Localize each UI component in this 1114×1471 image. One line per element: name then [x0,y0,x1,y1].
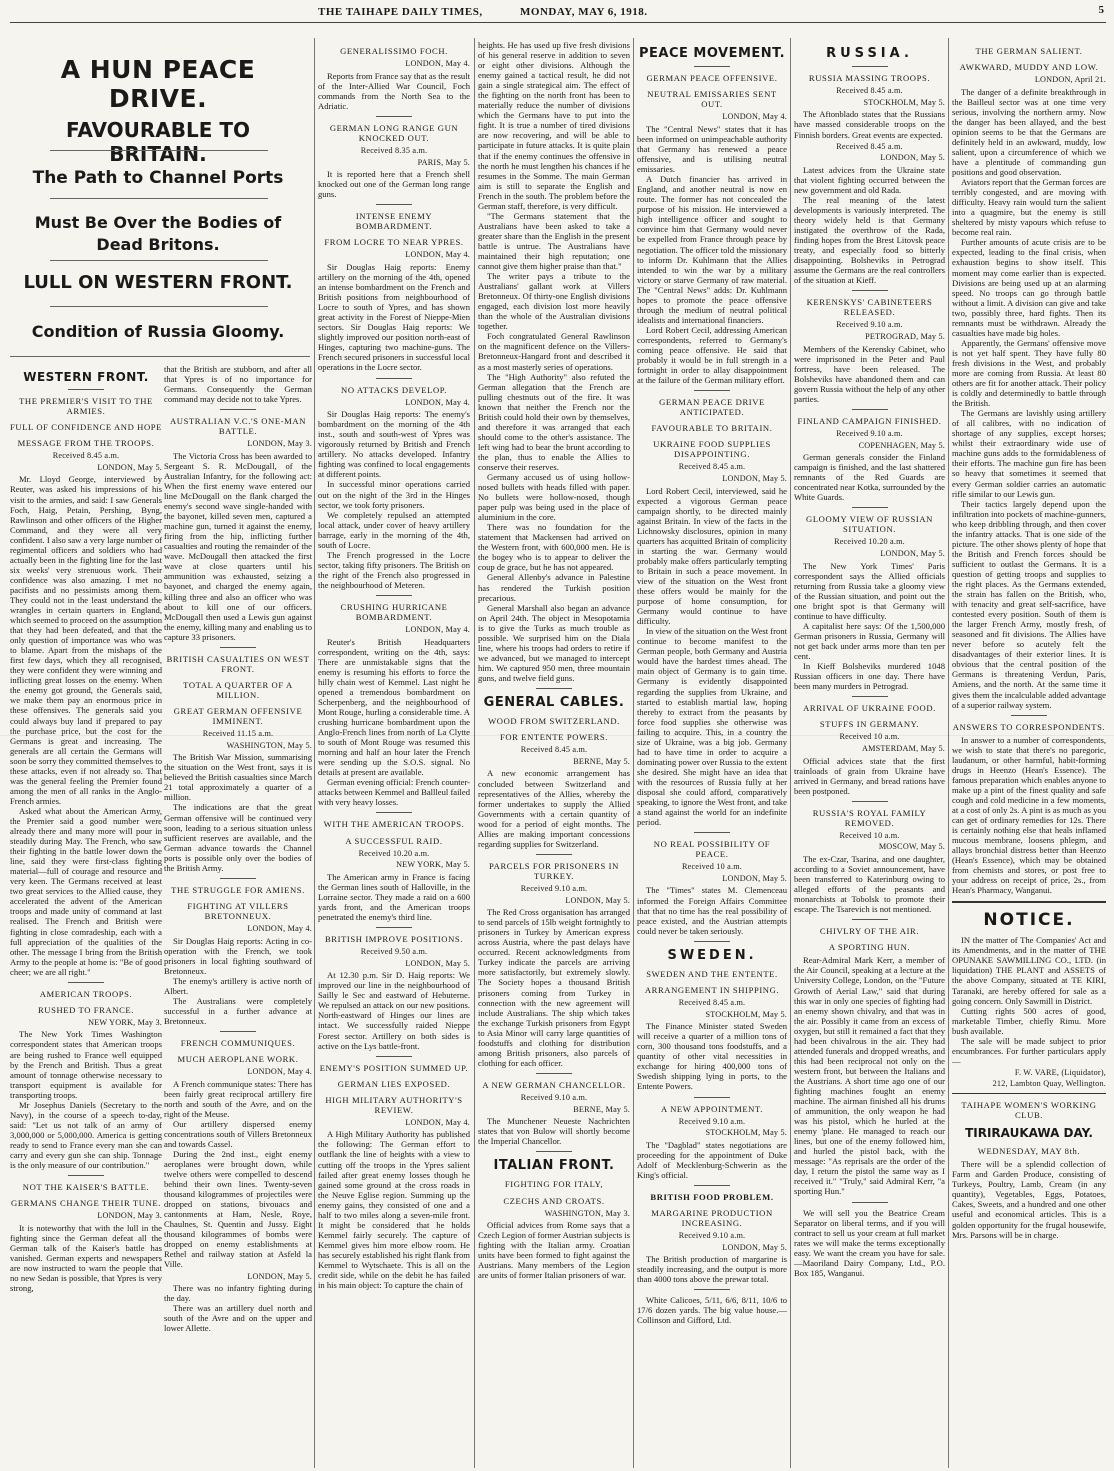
dateline: BERNE, May 5. [573,1104,630,1114]
article-text: Apparently, the Germans' offensive move is not yet half spent. They have fully 80 fresh divisions in the West, and probably more are coming from Russia. At least 80 others are fit for another attack. Their policy is coldly and determinedly to battle through the British. [952,337,1106,409]
article-text: A High Military Authority has published the following: The German effort to outflank the line of heights with a view to cutting off the troops in the Ypres salient failed after great enemy losses though he gained some ground at the cross roads in the Neuve Eglise region. Summing up the enemy gains, they consisted of one and a half to two miles along a seven-mile front. It might be considered that he holds Kemmel fairly securely. The capture of Kemmel gives him more elbow room. He has securely established his right flank from Kemmel to Wytschaete. This is all on the credit side, while on the debit he has failed in his main object: To capture the chain of [318,1129,470,1291]
article-heading: NO REAL POSSIBILITY OF PEACE. [653,839,771,860]
dateline: LONDON, May 4. [722,112,787,122]
article-heading: WOOD FROM SWITZERLAND. [488,716,620,727]
article-text: Rear-Admiral Mark Kerr, a member of the Air Council, speaking at a lecture at the University College, London, on the "Future Growth of Aerial Law," said that during this war in only one species of fighting had an enemy shown chivalry, and that was in the air. Possibly it came from an excess of oxygen, but still it remained a fact that they had been chivalrous in the air. They had attended funerals and dropped wreaths, and this had been reciprocal not only on the western front, but between the Italians and the Austrians. A short time ago one of our fighting machines fought an enemy machine. The airman finished all his drums of ammunition, the only weapon he had was his pistol, which he hurled at the enemy 'plane. He managed to reach our lines, but one of the enemy followed him, and hurled the pistol back, with the message: "As reprisals are the order of the day, I return the pistol the same way as I received it." "Truly," said Admiral Kerr, "a sporting Hun." [794,955,945,1197]
article-text: heights. He has used up five fresh divisions of his general reserve in addition to seven or eight other divisions. Although the enemy gained a tactical result, he did not gain a single strategical aim. The effect of the fighting on the north front has been to materially reduce the number of divisions which the Germans have to put into the fight. It is true a number of tired divisions are now recovering, and will be able to participate in future attacks. It is quite plain that if the enemy continues the offensive in the north he must lengthen his chances if he resumes in the Somme. The main German aim is still to separate the English and French in the south. The problem before the German staff, therefore, is very difficult. [478,40,630,211]
dateline: LONDON, May 4. [405,59,470,69]
article-text: Reuter's British Headquarters correspondent, writing on the 4th, says: There are unmistakable signs that the enemy is resuming his efforts to force the hilly chain west of Kemmel. Last night he opened a tremendous bombardment on Scherpenberg, and the neighbourhood of Mont Rouge, hurling a considerable time. A crushing hurricane bombardment upon the Anglo-French lines from north of La Clytte to south of Mont Rouge was resumed this morning and half an hour later the French were sending up the S.O.S. signal. No details at present are available. [318,636,470,778]
article-text: At 12.30 p.m. Sir D. Haig reports: We improved our line in the neighbourhood of Sailly le Sec and eastward of Hebuterne. We repulsed an attack on our new positions. North-eastward of Hinges our lines are intact. We successfully raided Nieppe Forest sector. Artillery on both sides is active on the Lys battle-front. [318,970,470,1051]
column-rule [790,38,791,1468]
article-text: The Munchener Neueste Nachrichten states that von Bulow will shortly become the Imperial Chancellor. [478,1116,630,1147]
article-heading: GLOOMY VIEW OF RUSSIAN SITUATION. [806,514,933,535]
column-rule [314,38,315,1468]
divider [1011,715,1047,716]
article-text: In answer to a number of correspondents, we wish to state that there's no paregoric, laudanum, or other harmful, habit-forming drugs in Heenzo (Hean's Essence). The famous preparation which enables anyone to make up a pint of the finest quality and safe cough and cold medicine in a few moments, at a cost of only 2s. A pint is as much as you can get of ordinary remedies for 12s. There is certainly nothing else that heals inflamed mucous membrane, loosens phlegm, and allays bronchial distress better than Heenzo (Hean's Essence), which may be obtained from chemists and stores, or post free to your address on receipt of price, 2s., from Hean's Pharmacy, Wanganui. [952,734,1106,896]
article-heading: ENEMY'S POSITION SUMMED UP. [319,1062,469,1073]
article-subheading: GERMANS CHANGE THEIR TUNE. [11,1198,161,1209]
article-text: Asked what about the American Army, the Premier said a good number were already there and many more will pour in steadily during May. The French, who saw their fighting in the battle lower down the line, said they were first-class fighting material—full of courage and resource and very keen. The Germans received at least two great services to the Allied cause, they accelerated the advent of the American troops and made unity of command at last realised. The French and British were fighting in close comradeship, each with a full appreciation of the qualities of the other. The message I bring from the British Army to the people at home is: "Be of good cheer; we are all right." [10,805,162,977]
column-5 [637,40,787,1468]
dateline: STOCKHOLM, May 5. [705,1128,787,1138]
notice-rule [952,1093,1106,1094]
article-text: The writer pays a tribute to the Australians' gallant work at Villers Bretonneux. Of thirty-one English divisions engaged, each division lost more heavily than the whole of the Australian divisions together. [478,271,630,332]
divider [694,941,730,942]
article-heading: INTENSE ENEMY BOMBARDMENT. [355,211,433,232]
lede-subhead: FAVOURABLE TO BRITAIN. [66,118,250,166]
lede-rule [50,150,268,151]
section-heading: RUSSIA. [826,46,913,61]
article-text: Sir Douglas Haig reports: Acting in co-operation with the French, we took prisoners in local fighting southward of Bretonneux. [164,935,312,976]
dateline: NEW YORK, May 3. [88,1017,162,1027]
divider [376,927,412,928]
article-text: The "Dagblad" states negotiations are proceeding for the appointment of Duke Adolf of Mecklenburg-Schwerin as the King's official. [637,1139,787,1180]
dateline: LONDON, May 5. [880,153,945,163]
article-heading: NO ATTACKS DEVELOP. [341,384,447,395]
article-subheading: FIGHTING AT VILLERS BRETONNEUX. [187,900,289,921]
article-subheading: MARGARINE PRODUCTION INCREASING. [651,1207,773,1229]
article-text: The "Times" states M. Clemenceau informed the Foreign Affairs Committee that that no time has the real possibility of peace existed, and the Austrian attempts could never be taken seriously. [637,885,787,936]
article-heading: FINLAND CAMPAIGN FINISHED. [797,415,942,426]
received-time: Received 8.45 a.m. [520,745,588,755]
divider [220,647,256,648]
article-text: The "Central News" states that it has been informed on unimpeachable authority that Germany has renewed a peace offensive, and is utilising neutral emissaries. [637,123,787,175]
received-time: Received 10 a.m. [839,830,900,840]
article-text: It is reported here that a French shell knocked out one of the German long range guns. [318,169,470,200]
article-heading: THE GERMAN SALIENT. [975,46,1083,56]
article-text: There was no infantry fighting during the day. [164,1283,312,1304]
article-text: Foch congratulated General Rawlinson on the magnificent defence on the Villers-Bretonneux-Hangard front and described it as a most masterly series of operations. [478,331,630,372]
lede-rule [50,260,268,261]
received-time: Received 8.45 a.m. [52,451,120,461]
article-heading: KERENSKYS' CABINETEERS RELEASED. [806,297,933,318]
article-heading: SWEDEN AND THE ENTENTE. [646,968,778,979]
dateline: NEW YORK, May 5. [396,860,470,870]
dateline: LONDON, May 5. [722,1242,787,1252]
article-subheading: A SPORTING HUN. [828,942,911,953]
article-text: Official advices from Rome says that a Czech Legion of former Austrian subjects is fighting with the Italian army. Croatian units have been formed to fight against the Austrians. Many members of the Legion are units of former Italian prisoners of war. [478,1220,630,1281]
article-subheading: GERMAN LIES EXPOSED. [337,1078,451,1089]
divider [536,1073,572,1074]
article-subheading: FROM LOCRE TO NEAR YPRES. [324,237,464,248]
section-heading: SWEDEN. [667,947,757,963]
article-text: There was no foundation for the statement that Mackensen had arrived on the Western front, with 600,000 men. He is the bogey who is to appear to deliver the coup de grace, but he has not appeared. [478,522,630,573]
received-time: Received 8.45 a.m. [836,86,903,96]
notice-text: IN the matter of The Companies' Act and its Amendments, and in the matter of THE OPUNAKE SAWMILLING CO., LTD. (in liquidation) THE PLANT and ASSETS of the above Company, situated at TE KIRI, Taranaki, are hereby offered for sale as a going concern. Only Sawmill in District. [952,935,1106,1006]
column-3 [318,40,470,1468]
article-text: Mr Josephus Daniels (Secretary to the Navy), in the course of a speech to-day, said: "Let us not talk of an army of 3,000,000 or 5,000,000. America is getting ready to send to France every man she can carry and every gun she can ship. Tonnage is the only measure of our contribution." [10,1099,162,1171]
dateline: LONDON, May 3. [97,1211,162,1221]
received-time: Received 8.45 a.m. [678,997,746,1007]
article-heading: BRITISH FOOD PROBLEM. [650,1191,774,1202]
article-text: Sir Douglas Haig reports: The enemy's bombardment on the morning of the 4th inst., south and south-west of Ypres was vigorously returned by British and French artillery. No attacks developed. Infantry fighting was confined to local engagements at different points. [318,409,470,480]
received-time: Received 10.20 a.m. [358,848,430,858]
dateline: LONDON, May 5. [247,1271,312,1281]
event-title: TIRIRAUKAWA DAY. [965,1126,1093,1141]
article-subheading: FOR ENTENTE POWERS. [499,732,609,743]
article-text: The Aftonblado states that the Russians have massed considerable troops on the Finnish borders. Great events are expected. [794,109,945,140]
article-subheading: MUCH AEROPLANE WORK. [177,1054,299,1064]
article-subheading: STUFFS IN GERMANY. [819,719,920,730]
received-time: Received 8.45 a.m. [678,462,746,472]
dateline: LONDON, May 5. [97,462,162,472]
lede-subhead: Must Be Over the Bodies of Dead Britons. [34,213,282,255]
article-heading: CRUSHING HURRICANE BOMBARDMENT. [340,601,448,623]
article-text: The Finance Minister stated Sweden will receive a quarter of a million tons of corn, 300 thousand tons foodstuffs, and a quantity of other vital necessities in exchange for hiring 400,000 tons of Swedish shipping lying in ports, to the Entente Powers. [637,1021,787,1092]
article-heading: RUSSIA MASSING TROOPS. [808,73,931,84]
article-subheading: UKRAINE FOOD SUPPLIES DISAPPOINTING. [653,439,771,460]
article-text: Latest advices from the Ukraine state that violent fighting occurred between the new government and old Rada. [794,164,945,195]
dateline: STOCKHOLM, May 5. [705,1009,787,1019]
article-subheading: MESSAGE FROM THE TROOPS. [17,438,155,449]
dateline: LONDON, May 5. [405,958,470,968]
article-text: A Dutch financier has arrived in England, and another neutral is now en route. The former has not concealed the purpose of his mission. He interviewed a high intelligence officer and sought to convince him that Germany would never be expelled from France through peace by negotiation. The officer told the missionary to inform Dr. Kuhlmann that the Allies intended to win the war by a military victory or starve Germany of raw material. The "Central News" adds: Dr. Kuhlmann hopes to promote the peace offensive through the medium of neutral political idealists and international financiers. [637,174,787,325]
section-heading: GENERAL CABLES. [483,695,625,710]
article-text: The American army in France is facing the German lines south of Halloville, in the Lorraine sector. They made a raid on a 600 yards front, and the American troops penetrated the enemy's third line. [318,871,470,922]
dateline: LONDON, April 21. [1034,75,1106,85]
column-rule [948,38,949,1468]
article-text: A French communique states: There has been fairly great reciprocal artillery fire north and south of the Avre, and on the right of the Meuse. [164,1078,312,1119]
dateline: LONDON, May 5. [722,873,787,883]
dateline: AMSTERDAM, May 5. [861,743,945,753]
dateline: LONDON, May 5. [880,549,945,559]
divider [376,1056,412,1057]
article-heading: NOT THE KAISER'S BATTLE. [22,1182,150,1193]
received-time: Received 10 a.m. [839,732,900,742]
divider [376,116,412,117]
article-text: Lord Robert Cecil, interviewed, said he expected a vigorous German peace campaign shortly, to be directed mainly against Britain. In view of the facts in the Lichnowsky disclosures, opinion in many quarters has acquitted Britain of complicity in starting the war. Germany would probably make offers particularly tempting to Britain in such a peace movement. In view of the situation on the West front these offers would be mainly for the purpose of home consumption, for Germany would continue to have difficulty. [637,485,787,627]
article-text: The real meaning of the latest developments is variously interpreted. The theory widely held is that Germany instigated the overthrow of the Rada, finding hopes from the Brest Litovsk peace treaty, and especially food so bitterly disappointing. Bolsheviks in Petrograd assume the Germans are the real controllers of the situation at Kieff. [794,194,945,286]
article-text: A new economic arrangement has concluded between Switzerland and representatives of the Allies, whereby the former undertakes to supply the Allied Governments with a certain quantity of wood for a period of eight months. The Allies are making important concessions regarding supplies for Switzerland. [478,768,630,849]
notice-address: 212, Lambton Quay, Wellington. [992,1079,1106,1089]
dateline: LONDON, May 4. [405,397,470,407]
column-2 [164,364,312,1468]
divider [220,1031,256,1032]
divider [376,378,412,379]
article-subheading: FULL OF CONFIDENCE AND HOPE [10,422,162,433]
article-heading: PARCELS FOR PRISONERS IN TURKEY. [489,860,619,881]
article-text: Our artillery dispersed enemy concentrations south of Villers Bretonneux and towards Cassel. [164,1118,312,1149]
article-text: The French progressed in the Locre sector, taking fifty prisoners. The British on the right of the French also progressed in the neighbourhood of Meteren. [318,549,470,590]
received-time: Received 8.45 a.m. [836,141,903,151]
dateline: BERNE, May 5. [573,756,630,766]
article-heading: WITH THE AMERICAN TROOPS. [323,819,465,830]
article-text: Official advices state that the first trainloads of grain from Ukraine have arrived in Germany, and bread rations have been postponed. [794,755,945,796]
event-text: There will be a splendid collection of Farm and Garden Produce, consisting of Turkeys, Poultry, Lamb, Cream (in any quantity), Vegetables, Eggs, Potatoes, Cakes, Sweets, and a hundred and one other useful and economical articles. This is a golden opportunity for the frugal housewife, Mrs. Parsons will be in charge. [952,1159,1106,1240]
article-text: Germany accused us of using hollow-nosed bullets with heads filled with paper. No bullets were hollow-nosed, though paper pulp was being used in the place of aluminium in the core. [478,472,630,523]
section-heading: PEACE MOVEMENT. [638,46,786,61]
received-time: Received 10 a.m. [681,862,743,872]
dateline: LONDON, May 5. [722,473,787,483]
article-text: Sir Douglas Haig reports: Enemy artillery on the morning of the 4th, opened an intense bombardment on the French and British positions from neighbourhood of Locre to south of Ypres, and has shown great activity in the Forest of Nieppe-Mien sectors. Sir Douglas Haig reports: We slightly improved our position north-east of Hinges, capturing two machine-guns. The French secured prisoners in successful local operations in the Locre sector. [318,261,470,373]
divider [694,1097,730,1098]
divider [852,1202,888,1203]
dateline: LONDON, May 5. [565,895,630,905]
lede-subhead: LULL ON WESTERN FRONT. [23,272,293,293]
article-subheading: TOTAL A QUARTER OF A MILLION. [183,679,293,700]
divider [852,919,888,920]
dateline: LONDON, May 4. [405,1117,470,1127]
article-text: The New York Times' Paris correspondent says the Allied officials returning from Russia take a gloomy view of the Russian situation, and point out the one bright spot is that Germany will continue to have difficulty. [794,560,945,621]
article-text: The Australians were completely successful in a further advance at Bretonneux. [164,995,312,1026]
article-heading: ANSWERS TO CORRESPONDENTS. [952,721,1106,732]
column-4 [478,40,630,1468]
lede-rule [10,356,310,357]
article-text: Members of the Kerensky Cabinet, who were imprisoned in the Peter and Paul fortress, have been released. The Bolsheviks have abandoned them and can govern Russia without the help of any other parties. [794,343,945,404]
divider [376,204,412,205]
article-heading: AMERICAN TROOPS. [39,988,133,999]
article-heading: GERMAN PEACE OFFENSIVE. [646,73,778,84]
lede-rule [50,198,268,199]
article-text: The danger of a definite breakthrough in the Bailleul sector was at one time very serious, involving the northern army. Now the danger has been allayed, and the best opinion seems to be that the Germans are definitely held in an awkward, muddy, low salient, upon a circumference of which we have a plentitude of commanding gun positions and good observation. [952,86,1106,178]
article-heading: FIGHTING FOR ITALY, [504,1179,604,1190]
divider [536,854,572,855]
divider [694,1185,730,1186]
masthead [0,0,1114,20]
article-text: German evening official: French counter-attacks between Kemmel and Ballleul failed with very heavy losses. [318,777,470,808]
article-text: We completely repulsed an attempted local attack, under cover of heavy artillery barrage, early in the morning of the 4th, south of Locre. [318,509,470,550]
received-time: Received 9.10 a.m. [678,1116,746,1126]
dateline: LONDON, May 3. [247,439,312,449]
article-heading: THE STRUGGLE FOR AMIENS. [171,884,305,895]
lede-rule [50,306,268,307]
article-heading: CHIVLRY OF THE AIR. [819,926,920,937]
dateline: MOSCOW, May 5. [878,842,945,852]
article-subheading: CZECHS AND CROATS. [503,1195,605,1206]
advertisement-text: We will sell you the Beatrice Cream Separator on liberal terms, and if you will contract to sell us your cream at full market rates we will make the terms exceptionally easy. We want the cream you have for sale.—Maoriland Dairy Company, Ltd., P.O. Box 185, Wanganui. [794,1207,945,1278]
notice-text: The sale will be made subject to prior encumbrances. For further particulars apply— [952,1035,1106,1066]
dateline: LONDON, May 4. [405,625,470,635]
column-rule [633,38,634,1468]
article-text: The Victoria Cross has been awarded to Sergeant S. R. McDougall, of the Australian Infantry, for the following act: When the first enemy wave entered our line McDougall on the flank charged the enemy's second wave single-handed with the bayonet, killed seven men, captured a machine gun, turned it against the enemy, firing from the hip, inflicting further casualties and routing the remainder of the wave. McDougall then attacked the first wave at close quarters until his ammunition was exhausted, seizing a bayonet, and charged the enemy again, killing three and also an officer who was about to kill one of our officers. McDougall then used a Lewis gun against the enemy, killing many and enabling us to capture 33 prisoners. [164,450,312,642]
article-subheading: ARRANGEMENT IN SHIPPING. [644,984,780,995]
dateline: WASHINGTON, May 5. [226,740,312,750]
masthead-rule [10,22,1106,23]
article-heading: AUSTRALIAN V.C.'S ONE-MAN BATTLE. [169,416,307,437]
column-7 [952,40,1106,1468]
article-subheading: FAVOURABLE TO BRITAIN. [651,423,773,434]
article-text: During the 2nd inst., eight enemy aeroplanes were brought down, while twelve others were compelled to descend behind their own lines. Twenty-seven thousand kilogrammes of projectiles were dropped on stations, bivouacs and cantonments at Ham, Nesle, Roye, Chaulnes, St. Quentin and Jussy. Eight thousand kilogrammes of bombs were dropped on enemy establishments at Rethel and railway station at Asfeld la Ville. [164,1148,312,1270]
divider [220,878,256,879]
dateline: PETROGRAD, May 5. [865,332,945,342]
divider [694,66,730,67]
article-heading: GERMAN PEACE DRIVE ANTICIPATED. [659,397,765,418]
divider [852,801,888,802]
dateline: COPENHAGEN, May 5. [858,440,945,450]
column-6 [794,40,945,1468]
article-text: that the British are stubborn, and after all that Ypres is of no importance for Germans. Consequently the German command may decide not to take Ypres. [164,364,312,405]
article-text: General Allenby's advance in Palestine has rendered the Turkish position precarious. [478,572,630,603]
received-time: Received 9.10 a.m. [836,428,903,438]
article-text: Their tactics largely depend upon the infiltration into pockets of machine-gunners, who keep dribbling through, and then cover the infantry attacks. That is one side of the picture. The other shows plenty of hope that the British and French forces should be sufficient to outlast the Germans. It is a question of getting troops and supplies to the right places. As the Germans extended, the strain has fallen on the British, who, with tenacity and great self-sacrifice, have contested every position. South of them is the larger French Army, mostly fresh, of seasoned and fit divisions. The Allies have never before so acutely felt the disadvantages of their exterior lines. It is obvious that the central position of the Germans is threatening Verdun, Paris, Amiens, and the north. At the same time it gives them the incalculable added advantage of a superior railway system. [952,498,1106,710]
article-heading: A NEW APPOINTMENT. [661,1103,763,1114]
lede-subhead: The Path to Channel Ports [32,168,284,188]
article-subheading: GREAT GERMAN OFFENSIVE IMMINENT. [173,705,303,726]
article-text: The New York Times Washington correspondent states that American troops are being rushed to France well equipped by the French and British. Thus a great amount of tonnage otherwise necessary to transport equipment is available for transporting troops. [10,1029,162,1100]
article-heading: TAIHAPE WOMEN'S WORKING CLUB. [961,1100,1097,1121]
article-heading: A NEW GERMAN CHANCELLOR. [482,1079,626,1090]
divider [852,696,888,697]
divider [852,66,888,67]
notice-text: Cutting rights 500 acres of good, marketable Timber, chiefly Rimu. More bush available. [952,1005,1106,1036]
article-heading: FRENCH COMMUNIQUES. [180,1037,296,1048]
notice-rule [952,901,1106,903]
event-date: WEDNESDAY, MAY 8th. [977,1146,1081,1157]
received-time: Received 10.20 a.m. [834,537,905,547]
dateline: LONDON, May 4. [247,923,312,933]
article-heading: BRITISH CASUALTIES ON WEST FRONT. [166,653,310,674]
article-text: It is noteworthy that with the lull in the fighting since the German defeat all the German talk of the Kaiser's battle has vanished. German experts and newspapers are now instructed to warn the people that no new Sedan is possible, that Ypres is very strong, [10,1222,162,1294]
masthead-title: THE TAIHAPE DAILY TIMES, [318,6,483,18]
article-heading: GENERALISSIMO FOCH. [340,46,448,56]
notice-title: NOTICE. [983,910,1075,931]
dateline: WASHINGTON, May 3. [544,1208,630,1218]
article-text: "The Germans statement that the Australians have been asked to take a greater share than the English in the present battle is untrue. The Australians have maintained their high reputation; one cannot give them higher praise than that." [478,210,630,272]
article-text: A capitalist here says: Of the 1,500,000 German prisoners in Russia, Germany will not get back under arms more than ten per cent. [794,620,945,662]
divider [68,1175,104,1176]
page-number: 5 [1098,4,1104,16]
article-subheading: A SUCCESSFUL RAID. [345,835,443,846]
divider [536,688,572,689]
divider [68,982,104,983]
article-text: In successful minor operations carried out on the night of the 3rd in the Hinges sector, we took forty prisoners. [318,479,470,510]
article-subheading: NEUTRAL EMISSARIES SENT OUT. [647,89,777,110]
article-heading: THE PREMIER'S VISIT TO THE ARMIES. [19,396,153,417]
article-text: In Kieff Bolsheviks murdered 1048 Russian officers in one day. There have been many murders in Petrograd. [794,661,945,692]
received-time: Received 9.50 a.m. [360,947,428,957]
masthead-date: MONDAY, MAY 6, 1918. [520,6,648,18]
article-heading: BRITISH IMPROVE POSITIONS. [324,933,464,944]
dateline: STOCKHOLM, May 5. [863,97,945,107]
article-text: Reports from France say that as the result of the Inter-Allied War Council, Foch commands from the North Sea to the Adriatic. [318,70,470,111]
article-text: The Germans are lavishly using artillery of all calibres, with no indication of shortage of any supplies, except horses; whilst their extraordinary wide use of machine guns adds to the formidableness of their efforts. The machine gun fire has been so heavy that sometimes it seemed that every German soldier carries an automatic rifle similar to our Lewis gun. [952,408,1106,499]
article-heading: RUSSIA'S ROYAL FAMILY REMOVED. [812,807,927,828]
divider [852,409,888,410]
page-crease [0,735,1114,736]
article-text: Mr. Lloyd George, interviewed by Reuter, was asked his impressions of his visit to the armies, and said: I saw Generals Foch, Haig, Petain, Pershing, Byng, Rawlinson and other officers of the Higher Command, and they were all very confident. I also saw a very large number of regimental officers and soldiers who had actually been in the fighting line for the last six weeks' very strenuous work. Their confidence was also amazing. I met no pacifists and no pessimists among them. They could not in the least understand the wrangles in certain quarters in England, which seemed to proceed on the assumption that they had been defeated, and that the only question of importance was who was to blame. Apart from the mishaps of the first few days, which they all recognised, they were confident they were winning and inflicting great losses on the enemy. When the enemy got ground, the Generals said, we make them pay an enormous price in these offensives. The generals said you could always buy land if prepared to pay the purchase price, but the cost for the Germans is great and increasing. The generals are all certain the Germans will soon be sorry they committed themselves to these attacks, even if not already so. That was the general feeling the Premier found among the men of all ranks in the Anglo-French armies. [10,474,162,806]
divider [852,290,888,291]
lede-subhead: Condition of Russia Gloomy. [31,322,285,341]
divider [694,832,730,833]
column-rule [474,38,475,1468]
received-time: Received 9.10 a.m. [678,1231,746,1241]
article-text: There was an artillery duel north and south of the Avre and on the upper and lower Allette. [164,1303,312,1334]
article-text: The indications are that the great German offensive will be continued very soon, leading to a serious situation unless sufficient reserves are available, and the German advance towards the Channel ports is possible only over the bodies of the British Army. [164,802,312,873]
article-text: Lord Robert Cecil, addressing American correspondents, referred to Germany's coming peace offensive. He said that probably it would be in full strength in a fortnight in order to allay disappointment at the failure of the German military effort. [637,324,787,386]
dateline: LONDON, May 4. [247,1067,312,1077]
dateline: PARIS, May 5. [417,157,470,167]
column-1 [10,364,162,1468]
divider [852,507,888,508]
article-text: In view of the situation on the West front continue to become manifest to the German people, both Germany and Austria would have the hardest times ahead. The main object of Germany is to gain time. Germany is evidently disappointed regarding the supplies from Ukraine, and started to establish martial law, hoping thereby to extract from the peasants by force food supplies she otherwise was failing to acquire. This, in a country the size of Ukraine, was a big job. Germany had to have time in order to acquire a dominating power over Russia to the extent she desired. She might have an idea that with the resources of Russia fully at her disposal she could afford, comparatively speaking, to ignore the West front, and take a stand against the world for an indefinite period. [637,626,787,828]
divider [694,1289,730,1290]
article-text: The ex-Czar, Tsarina, and one daughter, according to a Soviet announcement, have been transferred to Katerinburg owing to alleged efforts of the peasants and monarchists at Tobolsk to promote their escape. The Tsarevich is not mentioned. [794,854,945,915]
divider [376,812,412,813]
divider [376,595,412,596]
dateline: LONDON, May 4. [405,250,470,260]
article-text: The British War Mission, summarising the situation on the West front, says it is believed the British casualties since March 21 total approximately a quarter of a million. [164,752,312,803]
received-time: Received 11.15 a.m. [202,729,274,739]
divider [68,389,104,390]
article-text: The British production of margarine is steadily increasing, and the output is more than 4000 tons above the prewar total. [637,1254,787,1285]
article-heading: ARRIVAL OF UKRAINE FOOD. [803,703,936,714]
received-time: Received 8.35 a.m. [360,145,428,155]
article-text: Further amounts of acute crisis are to be expected, leading to the final crisis, when exhaustion begins to show itself. This moment may come earlier than is expected. Divisions are being used up at an alarming speed. No troops can go through battle without a limit. A division can give and take two, possibly three, hard fights. Then its remnants must be withdrawn. Already the casualties have made big holes. [952,237,1106,338]
article-text: The enemy's artillery is active north of Albert. [164,975,312,996]
divider [220,409,256,410]
article-text: The "High Authority" also refuted the German allegation that the French are pulling chestnuts out of the fire. It was known that neither the French nor the British could hold their own by themselves, and therefore it was arranged that each should come to the other's assistance. The left wing had to bear the brunt according to the plan, thus to enable the Allies to conserve their reserves. [478,371,630,472]
article-subheading: AWKWARD, MUDDY AND LOW. [959,62,1099,73]
received-time: Received 9.10 a.m. [520,1092,588,1102]
article-heading: GERMAN LONG RANGE GUN KNOCKED OUT. [329,122,459,143]
divider [536,1151,572,1152]
advertisement-text: White Calicoes, 5/11, 6/6, 8/11, 10/6 to 17/6 dozen yards. The big value house.—Collinson and Gifford, Ltd. [637,1295,787,1326]
article-text: Aviators report that the German forces are terribly congested, and are moving with difficulty. Heavy rain would turn the salient into a quagmire, but the enemy is still sheltered by misty vapours which refuse to become real rain. [952,177,1106,238]
article-subheading: HIGH MILITARY AUTHORITY'S REVIEW. [325,1094,463,1115]
lede-headline: A HUN PEACE DRIVE. [60,55,256,113]
section-heading: ITALIAN FRONT. [493,1158,615,1174]
divider [694,390,730,391]
received-time: Received 9.10 a.m. [836,320,903,330]
article-text: General Marshall also began an advance on April 24th. The object in Mesopotamia is to give the Turks as much trouble as possible. We surprised him on the Diala line, where his troops had orders to retire if we advanced, but we managed to intercept him. We captured 950 men, three mountain guns, and twelve field guns. [478,602,630,683]
section-heading: WESTERN FRONT. [23,370,149,384]
article-text: German generals consider the Finland campaign is finished, and the last shattered remnants of the Red Guards are concentrated near Kotka, surrounded by the White Guards. [794,452,945,503]
article-subheading: RUSHED TO FRANCE. [37,1004,135,1015]
notice-signature: F. W. VARE, (Liquidator), [1014,1067,1106,1077]
received-time: Received 9.10 a.m. [520,883,588,893]
article-text: The Red Cross organisation has arranged to send parcels of 15lb weight fortnightly to prisoners in Turkey by American express across Austria, where the past delays have occurred. Recent acknowledgments from Turkey indicate the parcels are arriving more satisfactorily, but extremely slowly. The Society hopes a thousand British prisoners coming from Turkey in connection with the new agreement will include Australians. The ship which takes the exchange Turkish prisoners from Egypt to Asia Minor will carry large quantities of foodstuffs and clothing for distribution among British prisoners, also parcels of clothing for each officer. [478,907,630,1068]
